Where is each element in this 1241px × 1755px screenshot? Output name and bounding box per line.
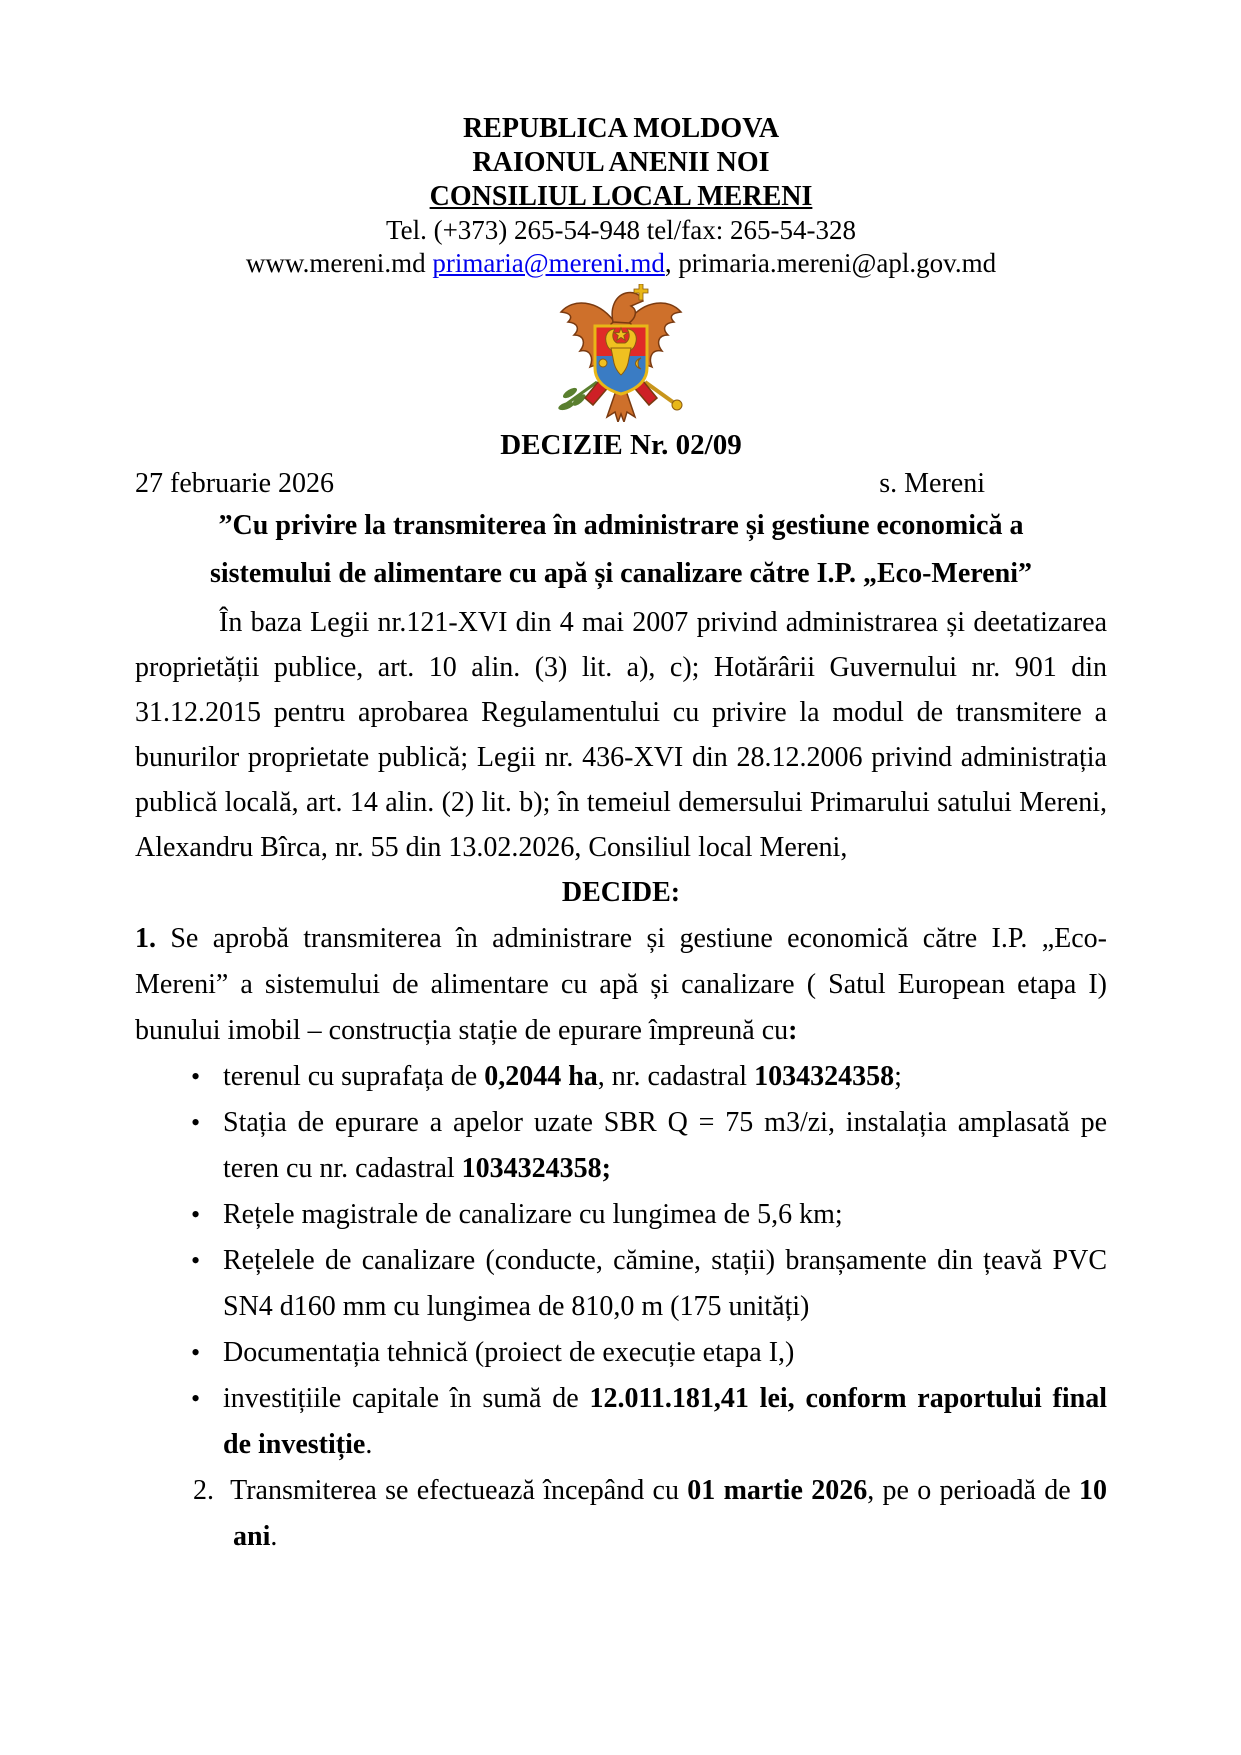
header-country: REPUBLICA MOLDOVA — [462, 113, 780, 144]
decision-title-line2: sistemului de alimentare cu apă și canalizare către I.P. „Eco-Mereni” — [209, 558, 1032, 589]
decision-item-2: 2. Transmiterea se efectuează începând cu 01 martie 2026, pe o perioadă de 10 ani. — [193, 1475, 1107, 1552]
header-web-email — [135, 247, 1107, 280]
list-item — [135, 1100, 1107, 1192]
bullet-text: Stația de epurare a apelor uzate SBR Q = 75 m3/zi, instalația amplasată pe teren cu nr. cadastral 1034324358; — [223, 1107, 1107, 1184]
date-place-row — [135, 466, 1107, 502]
decision-title-line1: ”Cu privire la transmiterea în administrare și gestiune economică a — [218, 510, 1024, 541]
email-link[interactable]: primaria@mereni.md — [432, 248, 665, 278]
moldova-coat-of-arms-icon — [553, 284, 689, 422]
preamble-paragraph: În baza Legii nr.121-XVI din 4 mai 2007 privind administrarea și deetatizarea proprietății publice, art. 10 alin. (3) lit. a), c); Hotărârii Guvernului nr. 901 din 31.12.2015 pentru aprobarea Regulamentului cu privire la modul de transmitere a bunurilor proprietate publică; Legii nr. 436-XVI din 28.12.2006 privind administrația publică locală, art. 14 alin. (2) lit. b); în temeiul demersului Primarului satului Mereni, Alexandru Bîrca, nr. 55 din 13.02.2026, Consiliul local Mereni, — [135, 607, 1107, 863]
bullet-text: Rețelele de canalizare (conducte, cămine, stații) branșamente din țeavă PVC SN4 d160 mm cu lungimea de 810,0 m (175 unități) — [223, 1245, 1107, 1322]
list-item — [135, 1054, 1107, 1100]
bullet-text: Rețele magistrale de canalizare cu lungimea de 5,6 km; — [223, 1199, 843, 1230]
document-content — [135, 112, 1107, 1560]
header-council-text: CONSILIUL LOCAL MERENI — [429, 181, 813, 212]
decision-date: 27 februarie 2026 — [135, 468, 335, 499]
bullet-icon: • — [191, 1384, 201, 1413]
decision-heading: DECIZIE Nr. 02/09 — [500, 429, 742, 461]
asset-bullet-list — [135, 1054, 1107, 1468]
list-item — [135, 1376, 1107, 1468]
header-phone: Tel. (+373) 265-54-948 tel/fax: 265-54-328 — [386, 215, 856, 245]
decision-item-1: 1. Se aprobă transmiterea în administrare și gestiune economică către I.P. „Eco-Mereni” a sistemului de alimentare cu apă și canalizare ( Satul European etapa I) bunului imobil – construcția stație de epurare împreună cu: — [135, 923, 1107, 1046]
bullet-icon: • — [191, 1246, 201, 1275]
decide-label: DECIDE: — [561, 877, 681, 908]
bullet-icon: • — [191, 1062, 201, 1091]
header-website: www.mereni.md — [245, 248, 433, 278]
emblem-container — [135, 284, 1107, 422]
bullet-text: terenul cu suprafața de 0,2044 ha, nr. cadastral 1034324358; — [223, 1061, 902, 1092]
header-council — [135, 180, 1107, 214]
bullet-text: Documentația tehnică (proiect de execuție etapa I,) — [223, 1337, 795, 1368]
bullet-icon: • — [191, 1338, 201, 1367]
bullet-icon: • — [191, 1200, 201, 1229]
list-item — [135, 1192, 1107, 1238]
header-email-secondary: , primaria.mereni@apl.gov.md — [664, 248, 997, 278]
bullet-text: investițiile capitale în sumă de 12.011.181,41 lei, conform raportului final de investiție. — [223, 1383, 1107, 1460]
decision-place: s. Mereni — [879, 468, 985, 499]
bullet-icon: • — [191, 1108, 201, 1137]
list-item — [135, 1330, 1107, 1376]
list-item — [135, 1238, 1107, 1330]
header-district: RAIONUL ANENII NOI — [472, 147, 770, 178]
